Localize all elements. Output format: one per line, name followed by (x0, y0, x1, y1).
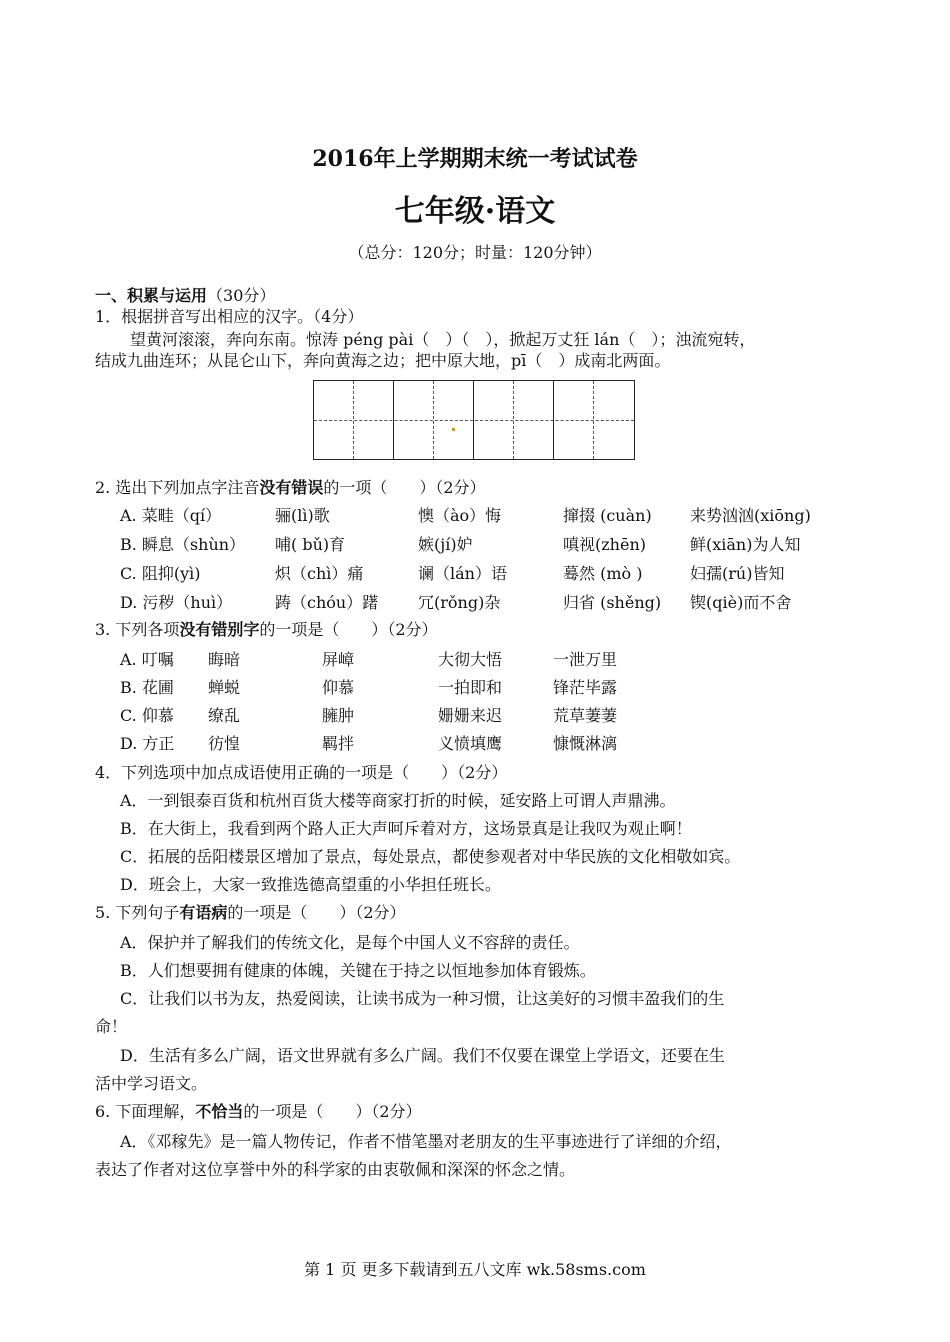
q1-passage-line-2: 结成九曲连环；从昆仑山下，奔向黄海之边；把中原大地，pī（ ）成南北两面。 (95, 351, 671, 370)
q5-option-b: B．人们想要拥有健康的体魄，关键在于持之以恒地参加体育锻炼。 (120, 961, 596, 980)
q5-option-c-line-1: C．让我们以书为友，热爱阅读，让读书成为一种习惯，让这美好的习惯丰盈我们的生 (120, 989, 725, 1008)
q2-row-3-item-4: 蓦然 (mò ) (563, 564, 643, 583)
q2-row-1-item-1: A. 菜畦（qí） (120, 506, 222, 525)
q2-row-2-item-5: 鲜(xiān)为人知 (690, 535, 801, 554)
q5-option-d-line-2: 活中学习语文。 (95, 1074, 208, 1093)
q3-row-3-item-5: 荒草萋萋 (553, 706, 618, 725)
q3-row-1-item-5: 一泄万里 (553, 650, 618, 669)
q3-row-4-item-2: 彷惶 (208, 734, 241, 753)
score-info: （总分：120分；时量：120分钟） (348, 243, 602, 262)
q2-stem-tail: 的一项（ ）（2分） (323, 478, 486, 497)
q4-option-b: B．在大街上，我看到两个路人正大声呵斥着对方，这场景真是让我叹为观止啊！ (120, 819, 692, 838)
q3-row-3-item-3: 臃肿 (322, 706, 355, 725)
q2-row-4-item-2: 踌（chóu）躇 (275, 593, 379, 612)
exam-title: 2016年上学期期末统一考试试卷 (312, 146, 638, 172)
q5-option-a: A．保护并了解我们的传统文化，是每个中国人义不容辞的责任。 (120, 933, 580, 952)
q3-row-2-item-4: 一拍即和 (438, 678, 503, 697)
grid-cell (314, 381, 394, 459)
q3-stem-text: 3. 下列各项 (95, 620, 180, 639)
q2-row-4-item-3: 冗(rǒng)杂 (418, 593, 501, 612)
q5-option-d-line-1: D．生活有多么广阔，语文世界就有多么广阔。我们不仅要在课堂上学语文，还要在生 (120, 1046, 725, 1065)
q3-row-4-item-4: 义愤填鹰 (438, 734, 503, 753)
section-heading (95, 286, 275, 306)
q6-stem-emphasis: 不恰当 (195, 1102, 244, 1121)
q6-stem-text: 6. 下面理解， (95, 1102, 196, 1121)
q2-row-2-item-3: 嫉(jí)妒 (418, 535, 473, 554)
q3-row-2-item-2: 蝉蜕 (208, 678, 241, 697)
q2-row-1-item-2: 骊(lì)歌 (275, 506, 330, 525)
q1-passage-line-1: 望黄河滚滚，奔向东南。惊涛 péng pài（ ）（ ），掀起万丈狂 lán（ ）；浊流宛转， (130, 330, 756, 349)
q3-row-1-item-2: 晦暗 (208, 650, 241, 669)
q2-row-4-item-4: 归省 (shěng) (563, 593, 662, 612)
q6-stem (95, 1102, 422, 1122)
q6-stem-tail: 的一项是（ ）（2分） (243, 1102, 422, 1121)
q5-stem-text: 5. 下列句子 (95, 903, 180, 922)
q3-row-4-item-3: 羁拌 (322, 734, 355, 753)
q6-option-a-line-1: A．《邓稼先》是一篇人物传记，作者不惜笔墨对老朋友的生平事迹进行了详细的介绍， (120, 1132, 732, 1151)
q3-row-1-item-1: A. 叮嘱 (120, 650, 174, 669)
q2-row-1-item-4: 撺掇 (cuàn) (563, 506, 652, 525)
q2-row-3-item-5: 妇孺(rú)皆知 (690, 564, 785, 583)
section-heading-points: （30分） (207, 286, 276, 305)
q4-option-c: C．拓展的岳阳楼景区增加了景点，每处景点，都使参观者对中华民族的文化相敬如宾。 (120, 847, 741, 866)
q3-row-4-item-1: D. 方正 (120, 734, 175, 753)
q2-row-2-item-4: 嗔视(zhēn) (563, 535, 646, 554)
grid-cell (394, 381, 474, 459)
q5-option-c-line-2: 命！ (95, 1017, 128, 1036)
q3-row-3-item-2: 缭乱 (208, 706, 241, 725)
q3-row-2-item-1: B. 花圃 (120, 678, 174, 697)
q3-row-1-item-4: 大彻大悟 (438, 650, 503, 669)
q4-stem: 4．下列选项中加点成语使用正确的一项是（ ）（2分） (95, 763, 508, 782)
q3-row-2-item-3: 仰慕 (322, 678, 355, 697)
q4-option-a: A．一到银泰百货和杭州百货大楼等商家打折的时候，延安路上可谓人声鼎沸。 (120, 791, 676, 810)
q2-stem-emphasis: 没有错误 (259, 478, 324, 497)
q1-stem: 1．根据拼音写出相应的汉字。（4分） (95, 307, 364, 326)
q4-option-d: D．班会上，大家一致推选德高望重的小华担任班长。 (120, 875, 501, 894)
q5-stem-tail: 的一项是（ ）（2分） (227, 903, 406, 922)
q5-stem (95, 903, 406, 923)
q2-row-3-item-1: C. 阻抑(yì) (120, 564, 201, 583)
q3-row-1-item-3: 屏嶂 (322, 650, 355, 669)
q3-stem (95, 620, 438, 640)
q2-row-1-item-3: 懊（ào）悔 (418, 506, 502, 525)
stray-dot (452, 428, 455, 431)
section-heading-label: 一、积累与运用 (95, 286, 208, 305)
q3-row-2-item-5: 锋茫毕露 (553, 678, 618, 697)
q2-stem (95, 478, 486, 498)
page-footer: 第 1 页 更多下载请到五八文库 wk.58sms.com (304, 1260, 646, 1279)
q2-stem-text: 2. 选出下列加点字注音 (95, 478, 260, 497)
q2-row-4-item-5: 锲(qiè)而不舍 (690, 593, 792, 612)
grid-cell (554, 381, 634, 459)
q2-row-2-item-2: 哺( bǔ)育 (275, 535, 346, 554)
q3-stem-tail: 的一项是（ ）（2分） (259, 620, 438, 639)
q3-stem-emphasis: 没有错别字 (179, 620, 260, 639)
q3-row-4-item-5: 慷慨淋漓 (553, 734, 618, 753)
q5-stem-emphasis: 有语病 (179, 903, 228, 922)
grid-cell (474, 381, 554, 459)
q3-row-3-item-4: 姗姗来迟 (438, 706, 503, 725)
q2-row-2-item-1: B. 瞬息（shùn） (120, 535, 246, 554)
q2-row-3-item-3: 谰（lán）语 (418, 564, 507, 583)
q2-row-3-item-2: 炽（chì）痛 (275, 564, 364, 583)
exam-subtitle: 七年级·语文 (394, 194, 556, 229)
q2-row-1-item-5: 来势汹汹(xiōng) (690, 506, 811, 525)
q6-option-a-line-2: 表达了作者对这位享誉中外的科学家的由衷敬佩和深深的怀念之情。 (95, 1160, 576, 1179)
answer-grid (313, 380, 635, 460)
q2-row-4-item-1: D. 污秽（huì） (120, 593, 233, 612)
q3-row-3-item-1: C. 仰慕 (120, 706, 174, 725)
